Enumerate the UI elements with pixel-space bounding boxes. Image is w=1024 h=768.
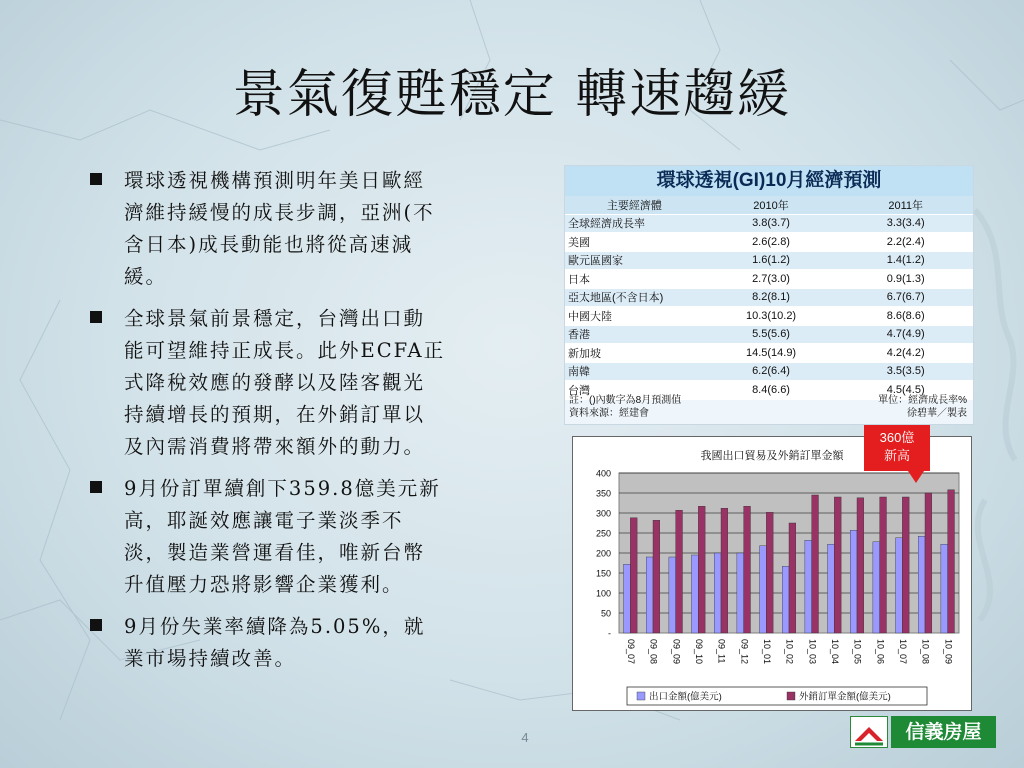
bar-orders [902,497,909,633]
table-cell: 6.2(6.4) [704,362,839,381]
table-cell: 亞太地區(不含日本) [565,288,704,307]
bullet-square-icon [90,481,102,493]
bullet-item [86,611,446,675]
bullet-text: 9月份失業率續降為5.05%，就業市場持續改善。 [124,615,426,670]
x-tick-label: 10_04 [829,639,840,665]
legend-label: 外銷訂單金額(億美元) [799,691,891,703]
x-tick-label: 10_05 [852,639,863,665]
table-cell: 6.7(6.7) [838,288,973,307]
bar-orders [766,512,773,633]
forecast-table [565,196,973,400]
table-header-cell: 主要經濟體 [565,196,704,214]
bar-exports [714,553,721,633]
table-source: 資料來源：經建會 [569,408,649,419]
x-tick-label: 09_07 [625,639,636,665]
y-tick-label: 100 [595,588,611,599]
callout-value: 360億 [879,430,915,445]
bar-orders [721,508,728,633]
bullet-item [86,165,446,293]
bullet-square-icon [90,619,102,631]
table-cell: 歐元區國家 [565,251,704,270]
bar-orders [925,493,932,633]
y-tick-label: 400 [595,468,611,479]
table-cell: 4.2(4.2) [838,344,973,363]
record-callout [864,425,930,471]
bullet-square-icon [90,311,102,323]
x-tick-label: 10_01 [761,639,772,665]
table-cell: 台灣 [565,381,704,400]
y-tick-label: 250 [595,528,611,539]
table-row [565,325,973,344]
bar-exports [805,540,812,633]
chart-plot-area [596,469,959,665]
table-cell: 8.6(8.6) [838,307,973,326]
forecast-table-heading: 環球透視(GI)10月經濟預測 [565,166,973,196]
bullet-text: 9月份訂單續創下359.8億美元新高，耶誕效應讓電子業淡季不淡，製造業營運看佳，唯新台幣升值壓力恐將影響企業獲利。 [124,477,441,596]
table-cell: 美國 [565,233,704,252]
chart-title: 我國出口貿易及外銷訂單金額 [700,450,844,462]
table-cell: 10.3(10.2) [704,307,839,326]
table-unit: 單位：經濟成長率% [878,395,967,406]
table-row [565,344,973,363]
bullet-item [86,473,446,601]
table-author: 徐碧華／製表 [907,408,967,419]
bullet-list [86,165,446,685]
y-tick-label: 150 [595,568,611,579]
table-cell: 4.7(4.9) [838,325,973,344]
table-cell: 1.4(1.2) [838,251,973,270]
x-tick-label: 10_06 [875,639,886,665]
table-cell: 5.5(5.6) [704,325,839,344]
bar-orders [630,518,637,633]
company-logo [850,716,996,748]
bar-exports [646,557,653,633]
table-cell: 中國大陸 [565,307,704,326]
page-number: 4 [521,730,529,745]
table-cell: 3.5(3.5) [838,362,973,381]
table-cell: 2.7(3.0) [704,270,839,289]
table-cell: 1.6(1.2) [704,251,839,270]
legend-swatch [637,692,645,700]
x-tick-label: 09_10 [693,639,704,665]
table-cell: 南韓 [565,362,704,381]
bar-orders [834,497,841,633]
bar-exports [624,564,631,633]
table-cell: 3.8(3.7) [704,214,839,233]
table-row [565,270,973,289]
table-row [565,362,973,381]
bar-exports [828,544,835,633]
bar-orders [676,510,683,633]
bar-exports [896,538,903,633]
table-cell: 8.2(8.1) [704,288,839,307]
x-tick-label: 10_09 [943,639,954,665]
chart-legend [627,687,927,705]
bar-orders [698,506,705,633]
table-cell: 香港 [565,325,704,344]
x-tick-label: 10_08 [920,639,931,665]
table-cell: 2.2(2.4) [838,233,973,252]
bar-orders [789,523,796,633]
table-cell: 日本 [565,270,704,289]
slide-title: 景氣復甦穩定 轉速趨緩 [232,65,792,125]
y-tick-label: 300 [595,508,611,519]
bar-exports [692,555,699,633]
x-tick-label: 09_09 [671,639,682,665]
bar-exports [669,557,676,633]
legend-label: 出口金額(億美元) [649,691,722,703]
table-cell: 8.4(6.6) [704,381,839,400]
table-cell: 0.9(1.3) [838,270,973,289]
table-cell: 2.6(2.8) [704,233,839,252]
logo-mark-icon [850,716,888,748]
bar-orders [744,506,751,633]
x-tick-label: 09_11 [716,639,727,664]
bullet-square-icon [90,173,102,185]
table-note: 註：()內數字為8月預測值 [569,395,682,406]
bullet-text: 環球透視機構預測明年美日歐經濟維持緩慢的成長步調，亞洲(不含日本)成長動能也將從高速減緩。 [124,169,435,288]
table-header-cell: 2010年 [704,196,839,214]
bar-exports [760,546,767,633]
bar-orders [812,495,819,633]
y-tick-label: - [608,628,611,639]
table-row [565,307,973,326]
table-row [565,233,973,252]
table-row [565,251,973,270]
table-row [565,214,973,233]
bar-exports [850,530,857,633]
y-tick-label: 50 [600,608,611,619]
bullet-text: 全球景氣前景穩定，台灣出口動能可望維持正成長。此外ECFA正式降稅效應的發酵以及陸客觀光持續增長的預期，在外銷訂單以及內需消費將帶來額外的動力。 [124,307,446,458]
table-cell: 3.3(3.4) [838,214,973,233]
y-tick-label: 350 [595,488,611,499]
bar-exports [737,553,744,633]
bar-exports [873,542,880,633]
x-tick-label: 10_07 [897,639,908,665]
forecast-table-image [564,165,974,425]
x-tick-label: 09_12 [739,639,750,665]
legend-swatch [787,692,795,700]
bar-exports [782,566,789,633]
bar-exports [918,536,925,633]
table-cell: 14.5(14.9) [704,344,839,363]
bar-orders [653,520,660,633]
table-cell: 4.5(4.5) [838,381,973,400]
bullet-item [86,303,446,463]
table-cell: 全球經濟成長率 [565,214,704,233]
table-header-row [565,196,973,214]
y-tick-label: 200 [595,548,611,559]
bar-exports [941,544,948,633]
table-cell: 新加坡 [565,344,704,363]
bar-orders [880,497,887,633]
logo-name: 信義房屋 [891,716,996,748]
x-tick-label: 10_03 [807,639,818,665]
x-tick-label: 10_02 [784,639,795,665]
bar-orders [857,498,864,633]
bar-orders [948,490,955,633]
x-tick-label: 09_08 [648,639,659,665]
table-row [565,288,973,307]
table-header-cell: 2011年 [838,196,973,214]
table-footnote [569,394,967,420]
callout-label: 新高 [883,448,910,463]
table-unit-block [878,394,967,420]
